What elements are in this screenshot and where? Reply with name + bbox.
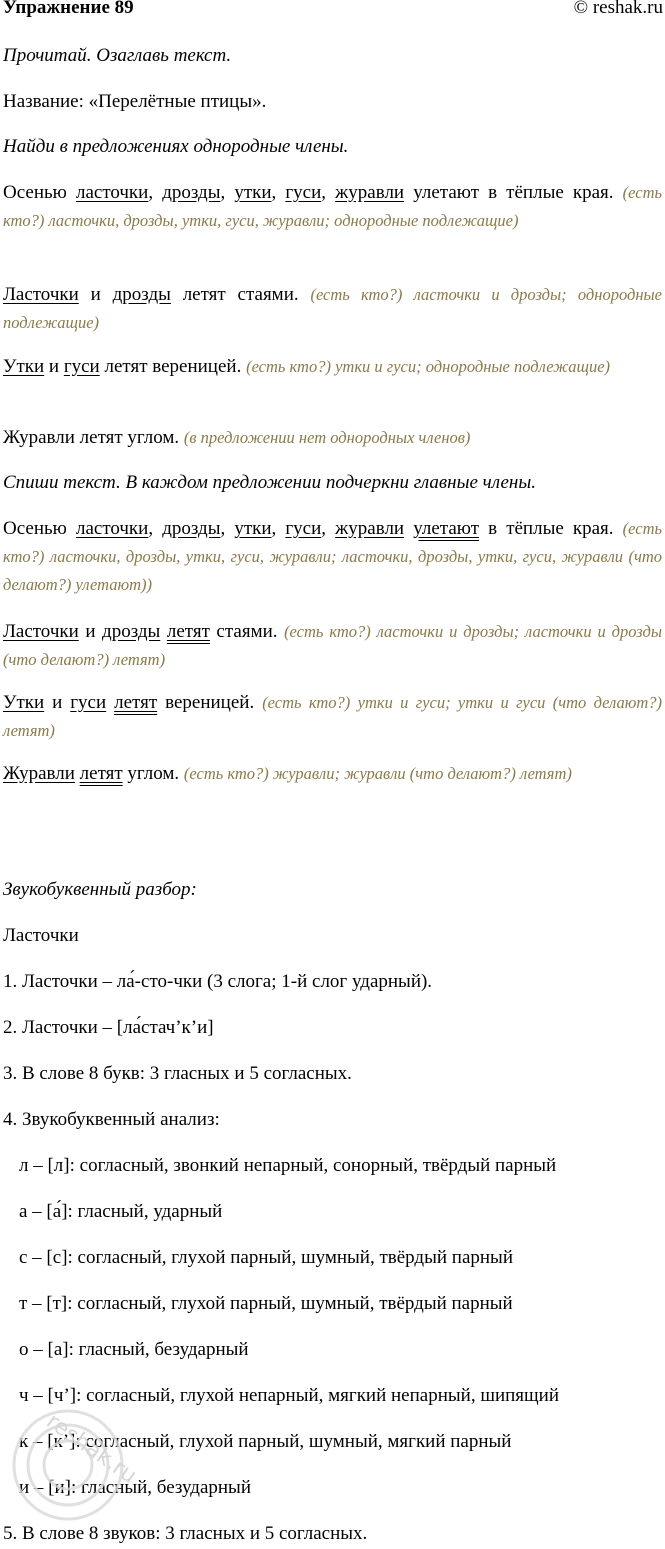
- subject: Ласточки: [3, 621, 79, 642]
- sound-row: л – [л]: согласный, звонкий непарный, сонорный, твёрдый парный: [19, 1155, 557, 1176]
- hint: (в предложении нет однородных членов): [183, 428, 471, 447]
- p2-sentence-4: [3, 760, 662, 788]
- p2-sentence-1: Осенью ласточки, дрозды, утки, гуси, журавли улетают в тёплые края. (есть кто?) ласточки, дрозды, утки, гуси, журавли; ласточки, дрозды, утки, гуси, журавли (что делают?) улетают)): [3, 518, 663, 594]
- hint: (есть кто?) ласточки, дрозды, утки, гуси, журавли; ласточки, дрозды, утки, гуси, журавли (что делают?) улетают)): [3, 519, 663, 594]
- sentence-rest: летят вереницей.: [104, 356, 242, 377]
- hint: (есть кто?) журавли; журавли (что делают?) летят): [183, 764, 572, 783]
- p1-sentence-1: Осенью ласточки, дрозды, утки, гуси, журавли улетают в тёплые края. (есть кто?) ласточки, дрозды, утки, гуси, журавли; однородные подлежащие): [3, 182, 662, 230]
- p1-sentence-3: [3, 353, 662, 381]
- p2-sentence-3: [3, 689, 662, 745]
- analysis-line-3: 3. В слове 8 букв: 3 гласных и 5 согласных.: [3, 1063, 352, 1084]
- sentence-rest: вереницей.: [165, 692, 255, 713]
- title-line: Название: «Перелётные птицы».: [3, 91, 267, 112]
- p2-sentence-2: [3, 618, 662, 674]
- hint: (есть кто?) утки и гуси; однородные подлежащие): [246, 357, 611, 376]
- analysis-line-5: 5. В слове 8 звуков: 3 гласных и 5 согласных.: [3, 1523, 368, 1544]
- exercise-title: Упражнение 89: [3, 0, 134, 18]
- task-find: Найди в предложениях однородные члены.: [3, 136, 349, 157]
- sentence-rest: углом.: [127, 763, 180, 784]
- sound-row: к – [к’]: согласный, глухой парный, шумный, мягкий парный: [19, 1431, 512, 1452]
- subject: гуси: [285, 182, 322, 203]
- analysis-heading: Звукобуквенный разбор:: [3, 879, 197, 900]
- sentence-rest: в тёплые края.: [488, 518, 614, 539]
- subject: дрозды: [102, 621, 161, 642]
- subject: гуси: [63, 356, 100, 377]
- predicate: летят: [166, 621, 210, 642]
- word: Осенью: [3, 518, 67, 539]
- subject: журавли: [335, 182, 405, 203]
- conjunction: и: [48, 356, 60, 377]
- sound-row: и – [и]: гласный, безударный: [19, 1477, 251, 1498]
- subject: дрозды: [162, 182, 221, 203]
- subject: Утки: [3, 692, 45, 713]
- conjunction: и: [52, 692, 63, 713]
- hint: (есть кто?) ласточки и дрозды; ласточки и дрозды (что делают?) летят): [3, 622, 663, 669]
- hint: (есть кто?) ласточки, дрозды, утки, гуси, журавли; однородные подлежащие): [3, 183, 662, 230]
- hint: (есть кто?) ласточки и дрозды; однородные подлежащие): [3, 285, 663, 332]
- subject: Ласточки: [3, 284, 79, 305]
- watermark-text: reshak.ru: [41, 1408, 141, 1489]
- analysis-line-2: 2. Ласточки – [ла́стач’к’и]: [3, 1017, 214, 1038]
- site-credit: © reshak.ru: [573, 0, 663, 18]
- sound-row: а – [а́]: гласный, ударный: [19, 1201, 223, 1222]
- subject: Утки: [3, 356, 45, 377]
- task-copy: Спиши текст. В каждом предложении подчеркни главные члены.: [3, 472, 536, 493]
- p1-sentence-2: [3, 281, 662, 337]
- page-header: [0, 0, 665, 26]
- analysis-line-1: 1. Ласточки – ла́-сто-чки (3 слога; 1-й слог ударный).: [3, 971, 433, 992]
- subject: Журавли: [3, 763, 75, 784]
- predicate: летят: [114, 692, 158, 713]
- subject: гуси: [285, 518, 322, 539]
- p1-sentence-4: [3, 424, 662, 452]
- subject: ласточки: [75, 518, 149, 539]
- subject: журавли: [335, 518, 405, 539]
- subject: утки: [234, 518, 272, 539]
- predicate: улетают: [413, 518, 479, 539]
- subject: дрозды: [162, 518, 221, 539]
- sentence-rest: улетают в тёплые края.: [413, 182, 614, 203]
- word: Осенью: [3, 182, 67, 203]
- subject: ласточки: [75, 182, 149, 203]
- task-read: Прочитай. Озаглавь текст.: [3, 45, 232, 66]
- conjunction: и: [85, 621, 96, 642]
- conjunction: и: [90, 284, 101, 305]
- analysis-word: Ласточки: [3, 925, 79, 946]
- sound-row: с – [с]: согласный, глухой парный, шумный, твёрдый парный: [19, 1247, 513, 1268]
- subject: гуси: [70, 692, 107, 713]
- predicate: летят: [79, 763, 123, 784]
- sentence-rest: летят стаями.: [182, 284, 299, 305]
- subject: дрозды: [112, 284, 171, 305]
- analysis-line-4: 4. Звукобуквенный анализ:: [3, 1109, 220, 1130]
- hint: (есть кто?) утки и гуси; утки и гуси (что делают?) летят): [3, 693, 663, 740]
- sentence: Журавли летят углом.: [3, 427, 180, 448]
- sound-row: о – [а]: гласный, безударный: [19, 1339, 249, 1360]
- subject: утки: [234, 182, 272, 203]
- sentence-rest: стаями.: [216, 621, 278, 642]
- sound-row: ч – [ч’]: согласный, глухой непарный, мягкий непарный, шипящий: [19, 1385, 559, 1406]
- sound-row: т – [т]: согласный, глухой парный, шумный, твёрдый парный: [19, 1293, 513, 1314]
